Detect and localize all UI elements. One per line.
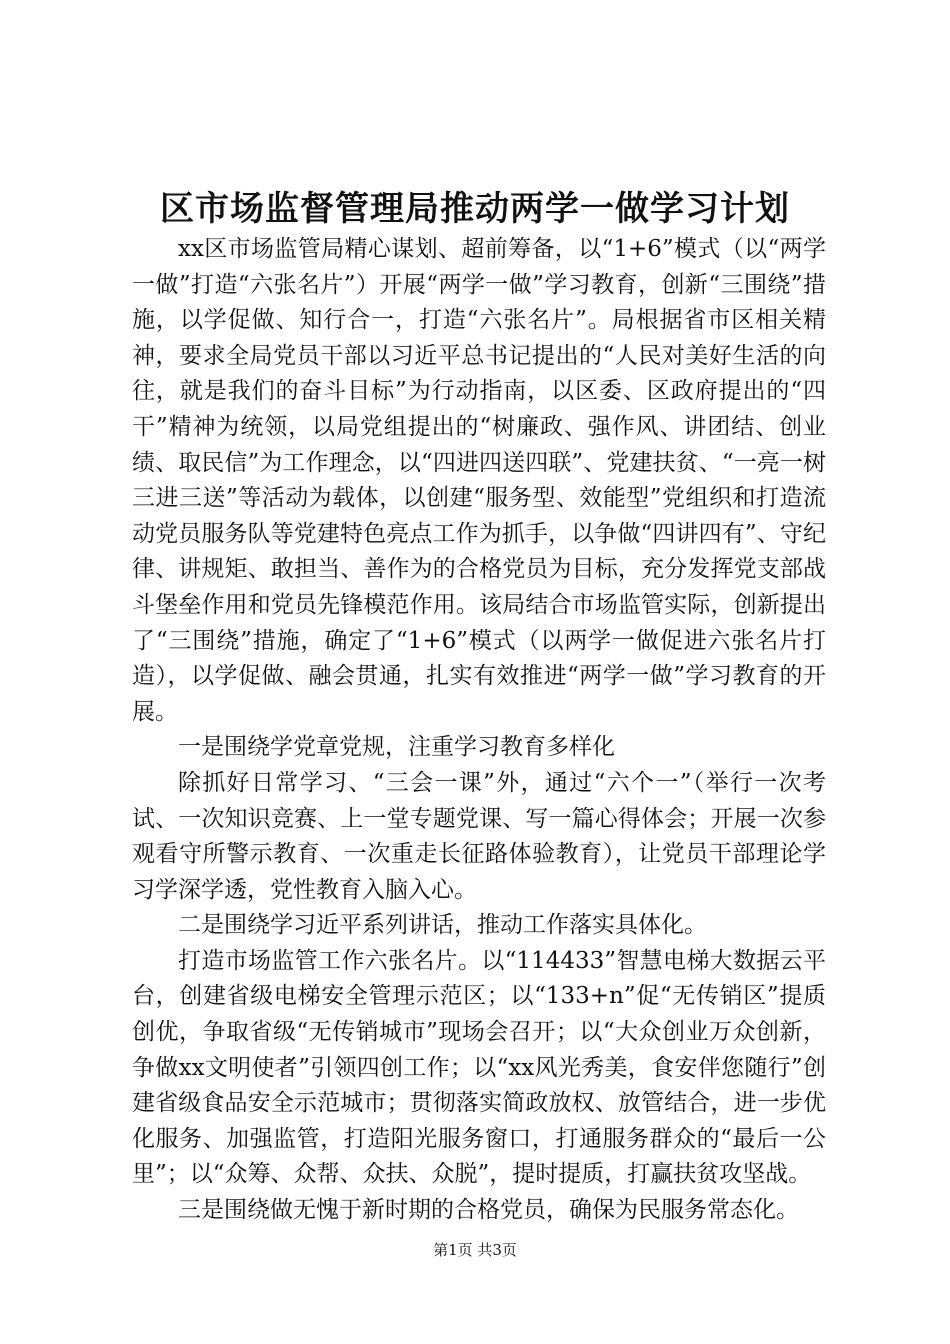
- page-footer: [0, 1240, 950, 1260]
- paragraph-intro: xx区市场监管局精心谋划、超前筹备，以“1+6”模式（以“两学一做”打造“六张名片”）开展“两学一做”学习教育，创新“三围绕”措施，以学促做、知行合一，打造“六张名片”。局根据省市区相关精神，要求全局党员干部以习近平总书记提出的“人民对美好生活的向往，就是我们的奋斗目标”为行动指南，以区委、区政府提出的“四干”精神为统领，以局党组提出的“树廉政、强作风、讲团结、创业绩、取民信”为工作理念，以“四进四送四联”、党建扶贫、“一亮一树三进三送”等活动为载体，以创建“服务型、效能型”党组织和打造流动党员服务队等党建特色亮点工作为抓手，以争做“四讲四有”、守纪律、讲规矩、敢担当、善作为的合格党员为目标，充分发挥党支部战斗堡垒作用和党员先锋模范作用。该局结合市场监管实际，创新提出了“三围绕”措施，确定了“1+6”模式（以两学一做促进六张名片打造），以学促做、融会贯通，扎实有效推进“两学一做”学习教育的开展。: [132, 236, 826, 725]
- paragraph-heading-three: 三是围绕做无愧于新时期的合格党员，确保为民服务常态化。: [178, 1197, 799, 1224]
- paragraph-heading-two: 二是围绕学习近平系列讲话，推动工作落实具体化。: [178, 912, 707, 939]
- paragraph-one-detail: 除抓好日常学习、“三会一课”外，通过“六个一”（举行一次考试、一次知识竞赛、上一堂专题党课、写一篇心得体会；开展一次参观看守所警示教育、一次重走长征路体验教育），让党员干部理论学习学深学透，党性教育入脑入心。: [132, 769, 826, 903]
- paragraph-two-detail: 打造市场监管工作六张名片。以“114433”智慧电梯大数据云平台，创建省级电梯安全管理示范区；以“133+n”促“无传销区”提质创优，争取省级“无传销城市”现场会召开；以“大众创业万众创新，争做xx文明使者”引领四创工作；以“xx风光秀美，食安伴您随行”创建省级食品安全示范城市；贯彻落实简政放权、放管结合，进一步优化服务、加强监管，打造阳光服务窗口，打通服务群众的“最后一公里”；以“众筹、众帮、众扶、众脱”，提时提质，打赢扶贫攻坚战。: [132, 947, 826, 1188]
- paragraph-heading-one: 一是围绕学党章党规，注重学习教育多样化: [178, 734, 615, 761]
- page-indicator: 第1页 共3页: [433, 1241, 517, 1259]
- document-body: [132, 232, 826, 1229]
- page-title: 区市场监督管理局推动两学一做学习计划: [160, 189, 790, 229]
